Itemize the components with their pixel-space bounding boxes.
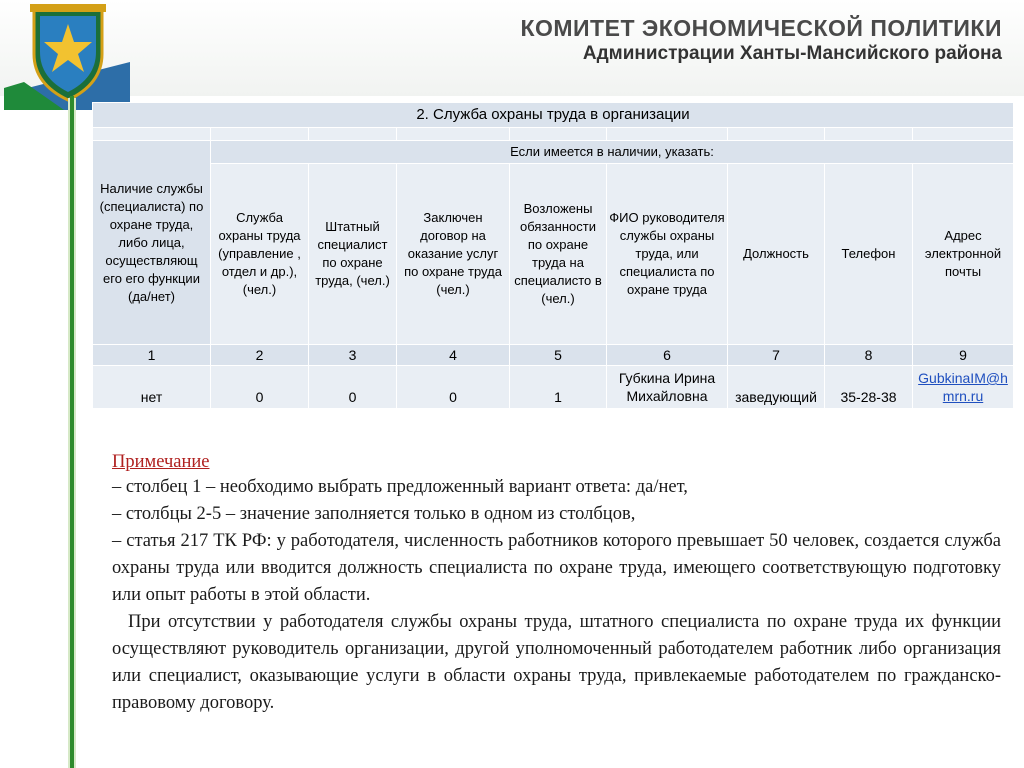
header-phone: Телефон — [825, 164, 913, 345]
cell-staff-specialist: 0 — [309, 366, 397, 409]
cell-position: заведующий — [728, 366, 825, 409]
header-service-count: Служба охраны труда (управление , отдел и др.), (чел.) — [211, 164, 309, 345]
cell-assigned-duties: 1 — [510, 366, 607, 409]
header-position: Должность — [728, 164, 825, 345]
note-paragraph: – статья 217 ТК РФ: у работодателя, численность работников которого превышает 50 человек, создается служба охраны труда или вводится должность специалиста по охране труда, имеющего соответствующую подготовку или опыт работы в этой области. — [112, 531, 1001, 605]
header-titles — [520, 14, 1002, 66]
table-title: 2. Служба охраны труда в организации — [93, 103, 1014, 128]
committee-title: КОМИТЕТ ЭКОНОМИЧЕСКОЙ ПОЛИТИКИ — [520, 15, 1002, 41]
cell-service-contract: 0 — [397, 366, 510, 409]
note-paragraph: При отсутствии у работодателя службы охраны труда, штатного специалиста по охране труда их функции осуществляют руководитель организации, другой уполномоченный работодателем работник либо организация или специалист, оказывающие услуги в области охраны труда, привлекаемые работодателем по гражданско-правовому договору. — [112, 612, 1001, 713]
table-row — [93, 366, 1014, 409]
cell-service-count: 0 — [211, 366, 309, 409]
header-staff-specialist: Штатный специалист по охране труда, (чел.) — [309, 164, 397, 345]
administration-title: Администрации Ханты-Мансийского района — [582, 43, 1002, 64]
email-link[interactable]: GubkinaIM@hmrn.ru — [918, 370, 1008, 404]
note-line: – столбцы 2-5 – значение заполняется только в одном из столбцов, — [112, 504, 636, 524]
cell-phone: 35-28-38 — [825, 366, 913, 409]
column-number: 1 — [93, 345, 211, 366]
header-service-presence: Наличие службы (специалиста) по охране труда, либо лица, осуществляющ его его функции (да/нет) — [93, 141, 211, 345]
header-assigned-duties: Возложены обязанности по охране труда на специалисто в (чел.) — [510, 164, 607, 345]
header-if-available: Если имеется в наличии, указать: — [211, 141, 1014, 164]
notes-block — [112, 450, 1001, 717]
header-service-contract: Заключен договор на оказание услуг по охране труда (чел.) — [397, 164, 510, 345]
column-number: 6 — [607, 345, 728, 366]
column-number: 8 — [825, 345, 913, 366]
cell-service-presence: нет — [93, 366, 211, 409]
header-email: Адрес электронной почты — [913, 164, 1014, 345]
column-number: 7 — [728, 345, 825, 366]
column-number: 5 — [510, 345, 607, 366]
note-line: – столбец 1 – необходимо выбрать предложенный вариант ответа: да/нет, — [112, 477, 688, 497]
left-accent-bar — [70, 96, 74, 768]
district-emblem-icon — [4, 2, 130, 112]
column-number: 9 — [913, 345, 1014, 366]
cell-head-name: Губкина Ирина Михайловна — [607, 366, 728, 409]
cell-email — [913, 366, 1014, 409]
column-numbers-row — [93, 345, 1014, 366]
header-head-name: ФИО руководителя службы охраны труда, или специалиста по охране труда — [607, 164, 728, 345]
column-number: 4 — [397, 345, 510, 366]
table-spacer-row — [93, 128, 1014, 141]
column-number: 3 — [309, 345, 397, 366]
notes-title: Примечание — [112, 452, 210, 472]
labor-safety-table — [92, 102, 1014, 409]
column-number: 2 — [211, 345, 309, 366]
